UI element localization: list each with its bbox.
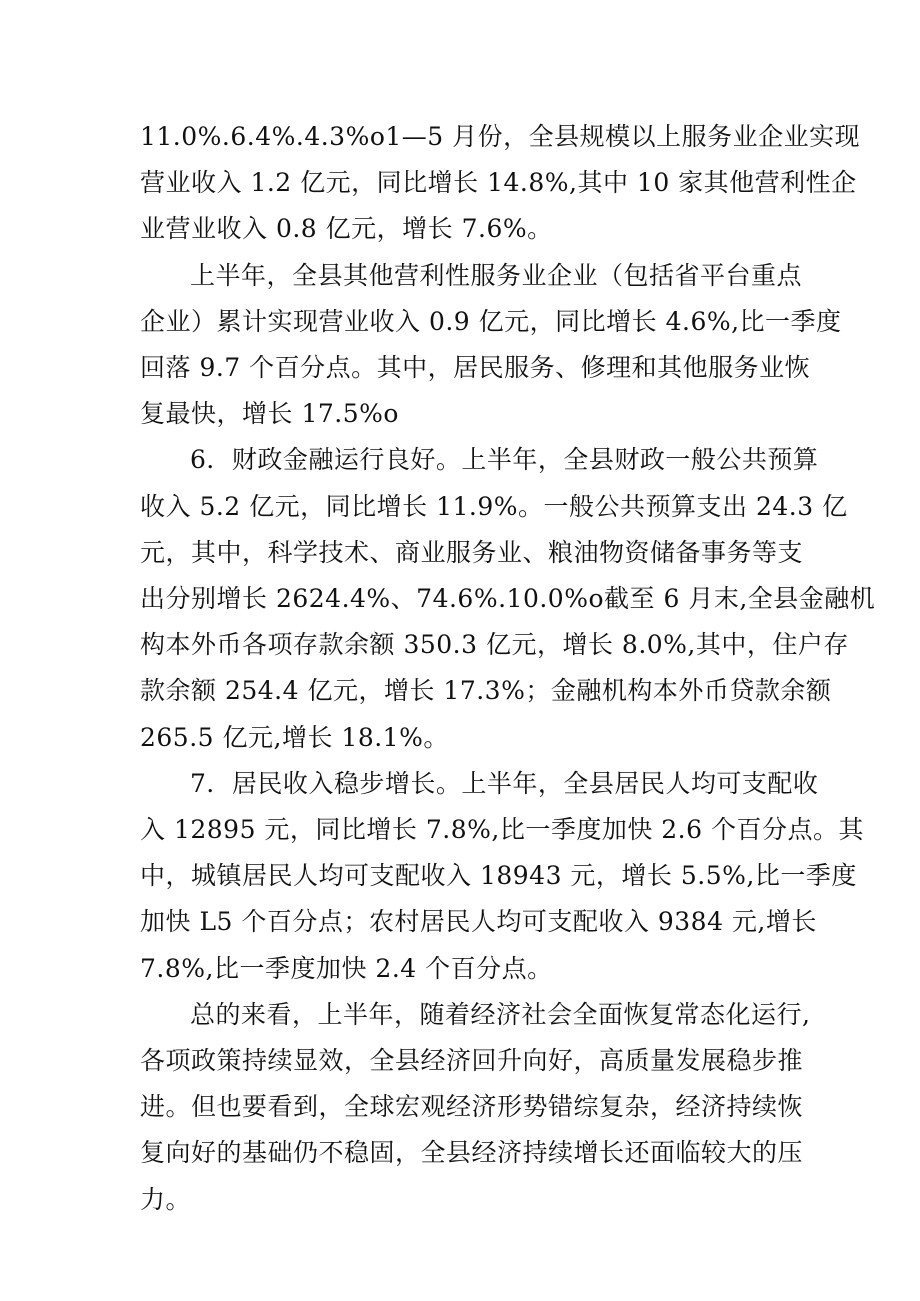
text-line: 6．财政金融运行良好。上半年，全县财政一般公共预算 [190, 445, 819, 475]
text-line: 加快 L5 个百分点；农村居民人均可支配收入 9384 元,增长 [140, 907, 817, 937]
text-line: 复最快，增长 17.5%o [140, 399, 399, 429]
text-line: 265.5 亿元,增长 18.1%。 [140, 722, 449, 752]
text-line: 构本外币各项存款余额 350.3 亿元，增长 8.0%,其中，住户存 [140, 630, 849, 660]
paragraph-summary [140, 992, 811, 1223]
text-line: 入 12895 元，同比增长 7.8%,比一季度加快 2.6 个百分点。其 [140, 815, 864, 845]
text-line: 进。但也要看到，全球宏观经济形势错综复杂，经济持续恢 [140, 1092, 804, 1122]
paragraph-finance [140, 437, 876, 760]
text-line: 回落 9.7 个百分点。其中，居民服务、修理和其他服务业恢 [140, 353, 811, 383]
paragraph-other-services [140, 253, 842, 438]
paragraph-services-revenue [140, 114, 861, 253]
text-line: 出分别增长 2624.4%、74.6%.10.0%o截至 6 月末,全县金融机 [140, 584, 876, 614]
text-line: 7．居民收入稳步增长。上半年，全县居民人均可支配收 [190, 768, 819, 798]
text-line: 上半年，全县其他营利性服务业企业（包括省平台重点 [190, 260, 803, 290]
text-line: 收入 5.2 亿元，同比增长 11.9%。一般公共预算支出 24.3 亿 [140, 491, 848, 521]
text-line: 营业收入 1.2 亿元，同比增长 14.8%,其中 10 家其他营利性企 [140, 168, 857, 198]
text-line: 中，城镇居民人均可支配收入 18943 元，增长 5.5%,比一季度 [140, 861, 857, 891]
text-line: 各项政策持续显效，全县经济回升向好，高质量发展稳步推 [140, 1046, 804, 1076]
text-line: 企业）累计实现营业收入 0.9 亿元，同比增长 4.6%,比一季度 [140, 306, 842, 336]
text-line: 款余额 254.4 亿元，增长 17.3%；金融机构本外币贷款余额 [140, 676, 832, 706]
paragraph-income [140, 761, 864, 992]
document-body [140, 114, 876, 1223]
text-line: 7.8%,比一季度加快 2.4 个百分点。 [140, 953, 553, 983]
text-line: 复向好的基础仍不稳固，全县经济持续增长还面临较大的压 [140, 1138, 804, 1168]
text-line: 业营业收入 0.8 亿元，增长 7.6%。 [140, 214, 553, 244]
text-line: 11.0%.6.4%.4.3%o1—5 月份，全县规模以上服务业企业实现 [140, 122, 861, 151]
text-line: 力。 [140, 1184, 192, 1214]
text-line: 元，其中，科学技术、商业服务业、粮油物资储备事务等支 [140, 537, 804, 567]
text-line: 总的来看，上半年，随着经济社会全面恢复常态化运行, [190, 999, 811, 1029]
